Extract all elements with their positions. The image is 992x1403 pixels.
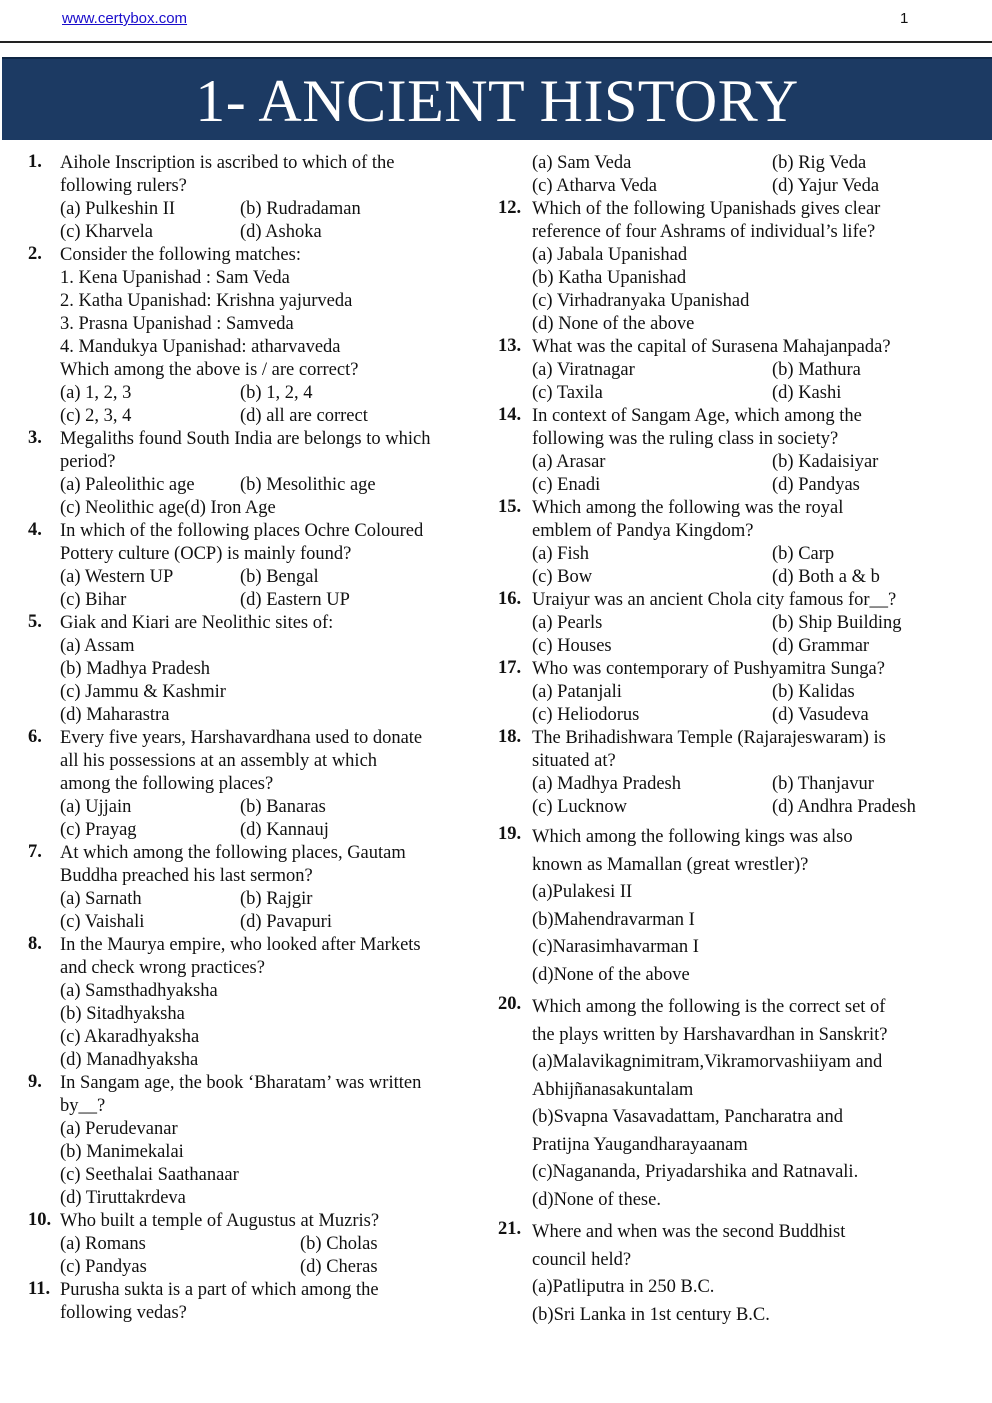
question-line: Which among the above is / are correct? [60,360,359,380]
question-number: 15. [498,497,522,517]
question-line: Which of the following Upanishads gives clear [532,199,881,219]
question-number: 18. [498,727,522,747]
page-header [0,0,992,44]
question-line: Uraiyur was an ancient Chola city famous for__? [532,590,897,610]
question-body [498,824,938,989]
option: (c) Taxila [532,383,603,403]
question-number: 14. [498,405,522,425]
chapter-title: 1- ANCIENT HISTORY [195,68,799,134]
option-row [532,566,938,589]
question-line: following vedas? [60,1303,187,1323]
question-line: (c) Akaradhyaksha [60,1027,200,1047]
option: (a) Patanjali [532,682,622,702]
chapter-banner [2,57,992,140]
question-line: (a)Malavikagnimitram,Vikramorvashiiyam and [532,1052,883,1072]
question-line: period? [60,452,116,472]
site-link[interactable]: www.certybox.com [62,10,188,27]
option: (d) Cheras [300,1257,378,1277]
question-number: 6. [28,727,42,747]
question-body [28,934,468,1072]
question-line: council held? [532,1249,632,1270]
question-number: 16. [498,589,522,609]
option: (b) Mathura [772,360,861,380]
question-body [498,994,938,1214]
question-line: (d)None of these. [532,1189,661,1210]
question-number: 12. [498,198,522,218]
question-number: 4. [28,520,42,540]
option-row [532,175,938,198]
question-line: Pratijna Yaugandharayaanam [532,1134,748,1155]
option: (b) 1, 2, 4 [240,383,313,403]
question-line: Every five years, Harshavardhana used to donate [60,728,423,748]
question-line: Where and when was the second Buddhist [532,1222,846,1242]
option: (d) Andhra Pradesh [772,797,916,817]
question-line: (c)Narasimhavarman I [532,937,699,957]
question-line: In which of the following places Ochre Coloured [60,521,424,541]
option-row [60,382,468,405]
question-line: 1. Kena Upanishad : Sam Veda [60,268,290,288]
question-line: Which among the following was the royal [532,498,844,518]
option: (a) Pulkeshin II [60,199,176,219]
question-line: Who was contemporary of Pushyamitra Sunga? [532,659,885,679]
option: (d) Yajur Veda [772,176,880,196]
option: (a) Viratnagar [532,360,635,380]
option: (c) Houses [532,636,612,656]
question-line: Purusha sukta is a part of which among the [60,1280,379,1300]
question-number: 10. [28,1210,52,1230]
question-line: (d) Tiruttakrdeva [60,1188,186,1208]
option: (d) Pandyas [772,475,860,495]
question-body [28,152,468,244]
option: (b) Carp [772,544,835,564]
option: (b) Kadaisiyar [772,452,879,472]
question-line: 3. Prasna Upanishad : Samveda [60,314,294,334]
option: (c) Lucknow [532,797,628,817]
option: (a) Paleolithic age [60,475,195,495]
question [28,934,468,1072]
question-line: following was the ruling class in society? [532,429,839,449]
question [28,1279,468,1325]
option: (b) Bengal [240,567,319,587]
option: (a) Sam Veda [532,153,632,173]
question-line: What was the capital of Surasena Mahajanpada? [532,337,891,357]
question-line: (b)Svapna Vasavadattam, Pancharatra and [532,1107,843,1127]
question-line: (a) Samsthadhyaksha [60,981,218,1001]
option-row [532,681,938,704]
page-number: 1 [900,10,909,27]
question-line: (a)Patliputra in 250 B.C. [532,1277,715,1297]
option: (d) Kashi [772,383,842,403]
question-line: Aihole Inscription is ascribed to which of the [60,153,395,173]
option-row [532,359,938,382]
option-row [60,566,468,589]
question-line: (d)None of the above [532,964,690,985]
option: (d) Eastern UP [240,590,350,610]
option: (d) Grammar [772,636,870,656]
question-number: 11. [28,1279,51,1299]
question-line: Consider the following matches: [60,245,301,265]
option: (b) Ship Building [772,613,902,633]
option-row [532,451,938,474]
question-line: all his possessions at an assembly at which [60,751,378,771]
question [28,727,468,842]
question-line: emblem of Pandya Kingdom? [532,521,754,541]
question-number: 17. [498,658,522,678]
option: (d) Ashoka [240,222,322,242]
question-body [28,1072,468,1210]
question-line: 4. Mandukya Upanishad: atharvaveda [60,337,341,357]
question-number: 5. [28,612,42,632]
question-line: (c) Seethalai Saathanaar [60,1165,239,1185]
question-body [498,336,938,405]
question-line: (a) Assam [60,636,135,656]
question [498,336,938,405]
question-line: and check wrong practices? [60,958,265,978]
option: (d) Vasudeva [772,705,869,725]
question [498,824,938,989]
question [498,497,938,589]
right-column [498,152,938,1329]
question-body [498,405,938,497]
option-row [532,796,938,819]
option: (b) Mesolithic age [240,475,376,495]
option: (a) Fish [532,544,590,564]
question [28,244,468,428]
option: (a) Arasar [532,452,606,472]
option: (c) Atharva Veda [532,176,657,196]
question [498,727,938,819]
option-row [60,474,468,497]
question-number: 8. [28,934,42,954]
question-line: In the Maurya empire, who looked after Markets [60,935,421,955]
option-row [60,1256,468,1279]
question-line: In Sangam age, the book ‘Bharatam’ was written [60,1073,422,1093]
question-line: (b) Madhya Pradesh [60,659,211,679]
question-body [28,520,468,612]
question-line: the plays written by Harshavardhan in Sanskrit? [532,1024,888,1045]
option: (a) Pearls [532,613,603,633]
option: (b) Rudradaman [240,199,361,219]
question-body [28,428,468,520]
question-line: Megaliths found South India are belongs to which [60,429,431,449]
option: (c) Heliodorus [532,705,640,725]
option-row [532,382,938,405]
option-row [60,221,468,244]
question-number: 2. [28,244,42,264]
option: (c) 2, 3, 4 [60,406,132,426]
option: (b) Rig Veda [772,153,867,173]
question-line: (a) Perudevanar [60,1119,178,1139]
question-line: Which among the following kings was also [532,827,853,847]
option: (b) Kalidas [772,682,855,702]
question-number: 9. [28,1072,42,1092]
question-line: (a) Jabala Upanishad [532,245,688,265]
question-line: The Brihadishwara Temple (Rajarajeswaram) is [532,728,886,748]
header-rule [0,41,992,43]
option: (c) Bihar [60,590,127,610]
option: (c) Kharvela [60,222,153,242]
question-body [28,1279,468,1325]
question-line: (d) None of the above [532,314,695,334]
option: (c) Pandyas [60,1257,147,1277]
question [498,589,938,658]
option-row [60,1233,468,1256]
option: (a) Romans [60,1234,146,1254]
option-row [532,704,938,727]
question-line: Giak and Kiari are Neolithic sites of: [60,613,334,633]
question-line: In context of Sangam Age, which among the [532,406,862,426]
option: (b) Rajgir [240,889,313,909]
question-line: situated at? [532,751,616,771]
option: (a) Sarnath [60,889,142,909]
question-line: (d) Maharastra [60,705,170,725]
option: (a) 1, 2, 3 [60,383,132,403]
question-body [498,658,938,727]
question-number: 20. [498,994,522,1014]
option: (d) all are correct [240,406,368,426]
question-line: Which among the following is the correct set of [532,997,886,1017]
option: (b) Cholas [300,1234,378,1254]
question-line: Who built a temple of Augustus at Muzris? [60,1211,380,1231]
question-line: known as Mamallan (great wrestler)? [532,854,809,875]
option: (a) Western UP [60,567,174,587]
option: (b) Thanjavur [772,774,874,794]
question-line: among the following places? [60,774,274,794]
question-line: (a)Pulakesi II [532,882,633,902]
option-row [60,589,468,612]
question [498,405,938,497]
option-row [60,405,468,428]
option: (c) Enadi [532,475,601,495]
question-line: 2. Katha Upanishad: Krishna yajurveda [60,291,353,311]
question [28,1072,468,1210]
question-line: (c) Neolithic age(d) Iron Age [60,498,276,518]
question-line: (c) Virhadranyaka Upanishad [532,291,750,311]
question-body [498,497,938,589]
option-row [532,543,938,566]
question-body [498,152,938,198]
option: (a) Madhya Pradesh [532,774,681,794]
option-row [60,911,468,934]
question-body [498,727,938,819]
option: (c) Vaishali [60,912,145,932]
question-line: (b)Sri Lanka in 1st century B.C. [532,1304,770,1325]
question-number: 19. [498,824,522,844]
question [498,994,938,1214]
question-line: (d) Manadhyaksha [60,1050,199,1070]
question-line: (c) Jammu & Kashmir [60,682,226,702]
question [28,612,468,727]
question-line: following rulers? [60,176,187,196]
question-body [28,612,468,727]
question-body [28,1210,468,1279]
question [28,842,468,934]
option: (a) Ujjain [60,797,132,817]
question-line: (b) Manimekalai [60,1142,184,1162]
question-line: Abhijñanasakuntalam [532,1079,694,1100]
question-line: Buddha preached his last sermon? [60,866,313,886]
question [28,520,468,612]
question [498,1219,938,1329]
question-line: Pottery culture (OCP) is mainly found? [60,544,352,564]
option: (d) Kannauj [240,820,329,840]
question [28,152,468,244]
option-row [60,819,468,842]
option-row [60,796,468,819]
option-row [532,152,938,175]
question-number: 1. [28,152,42,172]
question-line: At which among the following places, Gautam [60,843,406,863]
question-number: 21. [498,1219,522,1239]
question-line: (c)Nagananda, Priyadarshika and Ratnavali. [532,1162,859,1182]
option-row [532,773,938,796]
question [498,198,938,336]
question-line: (b) Sitadhyaksha [60,1004,185,1024]
question-body [28,727,468,842]
question-number: 13. [498,336,522,356]
option-row [60,198,468,221]
question-line: (b)Mahendravarman I [532,909,695,930]
question [498,658,938,727]
question [28,428,468,520]
option: (d) Both a & b [772,567,880,587]
question-line: (b) Katha Upanishad [532,268,687,288]
question-line: by__? [60,1096,106,1116]
option: (c) Bow [532,567,593,587]
left-column [28,152,468,1325]
question-body [498,589,938,658]
question-body [498,198,938,336]
question-continued [498,152,938,198]
question-line: reference of four Ashrams of individual’s life? [532,222,876,242]
option: (b) Banaras [240,797,326,817]
option-row [532,612,938,635]
option-row [532,474,938,497]
question-number: 3. [28,428,42,448]
question-number: 7. [28,842,42,862]
question-body [28,244,468,428]
option: (d) Pavapuri [240,912,332,932]
question-body [28,842,468,934]
question-body [498,1219,938,1329]
option-row [532,635,938,658]
option: (c) Prayag [60,820,137,840]
option-row [60,888,468,911]
question [28,1210,468,1279]
